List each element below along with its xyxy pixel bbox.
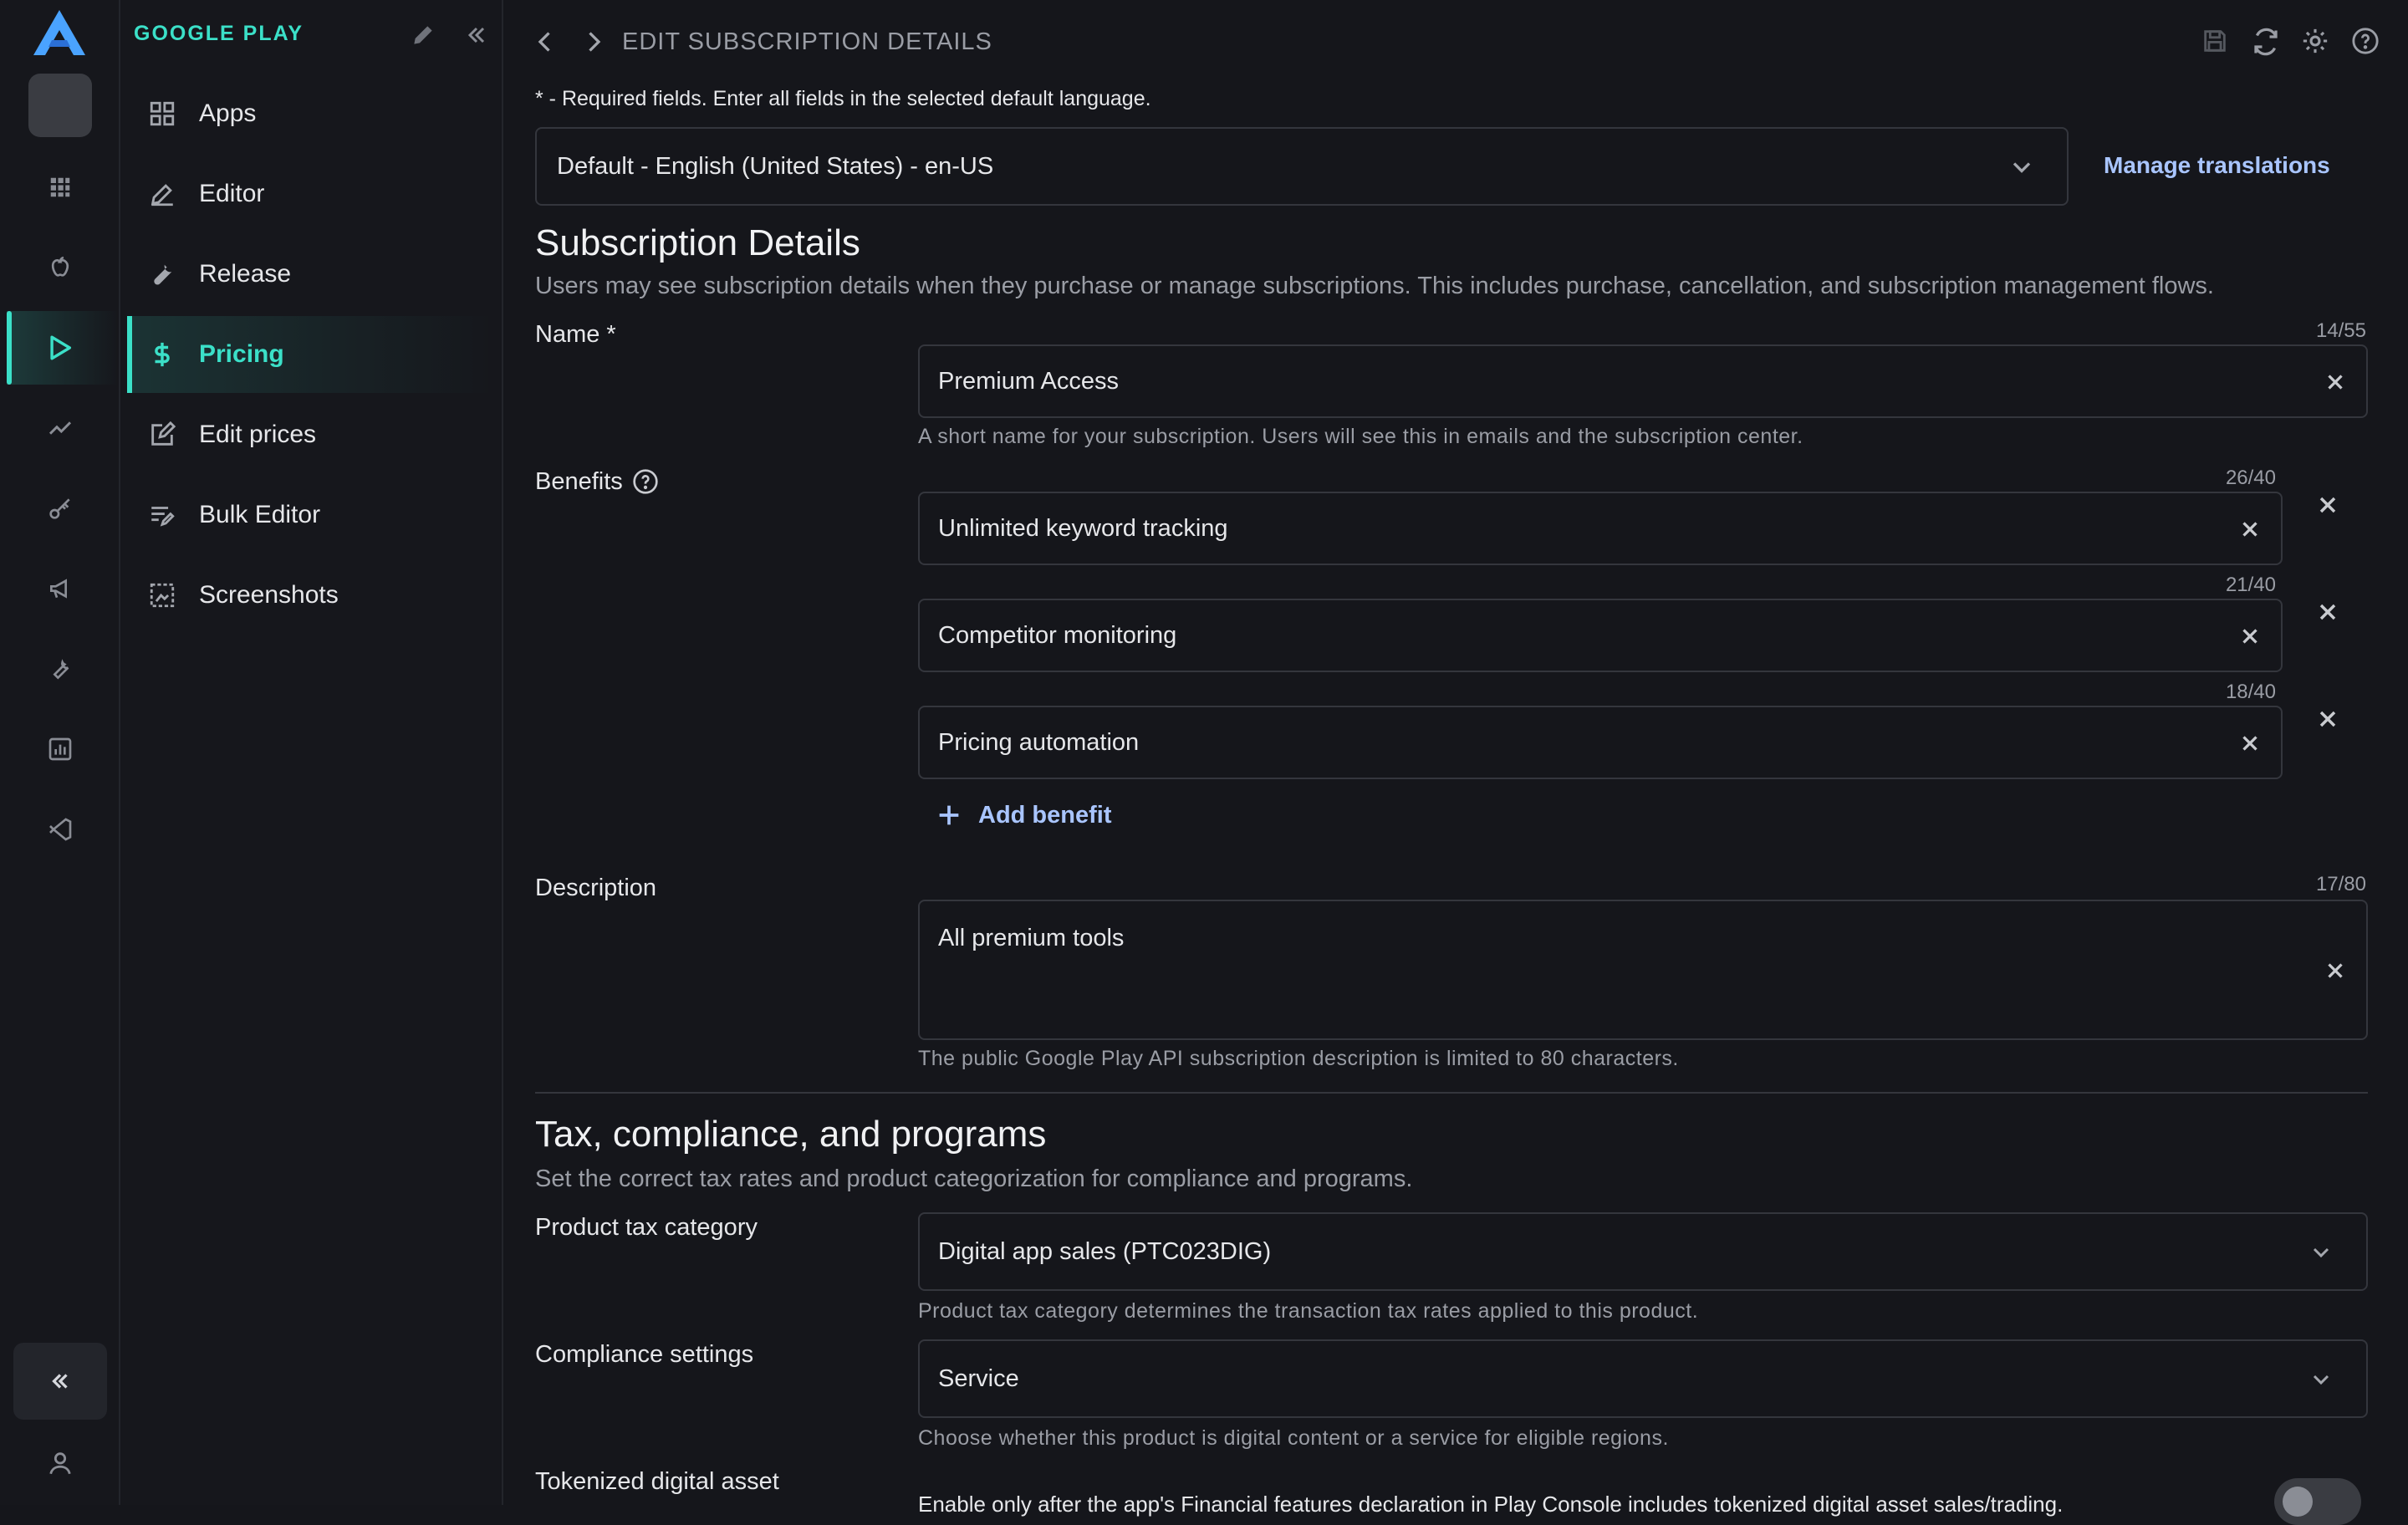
benefit-value: Pricing automation [938, 728, 1140, 756]
apple-icon[interactable] [38, 246, 82, 289]
chevron-down-icon [2308, 1366, 2334, 1393]
sidebar-item-label: Apps [199, 99, 257, 127]
benefits-label: Benefits [535, 468, 623, 495]
apps-grid-icon [145, 97, 179, 130]
clear-icon[interactable] [2323, 370, 2348, 395]
sidebar-item-label: Screenshots [199, 581, 339, 609]
tokenized-asset-help-text: Enable only after the app's Financial features declaration in Play Console includes tokenized digital asset sales/trading. [918, 1492, 2064, 1517]
compliance-value: Service [938, 1364, 1019, 1392]
benefit-input[interactable] [918, 706, 2283, 779]
forward-button[interactable] [579, 27, 612, 60]
name-counter: 14/55 [2315, 319, 2366, 342]
clear-icon[interactable] [2237, 731, 2263, 756]
chevron-down-icon [2308, 1239, 2334, 1266]
grid-icon[interactable] [38, 166, 82, 209]
add-benefit-button[interactable] [935, 801, 1112, 829]
tax-category-select[interactable] [918, 1212, 2368, 1291]
benefit-counter: 18/40 [2225, 681, 2276, 703]
sidebar-item-bulk-editor[interactable] [127, 477, 495, 553]
benefit-input[interactable] [918, 492, 2283, 565]
section-divider [535, 1092, 2368, 1094]
wrench-icon [145, 258, 179, 291]
sidebar-item-label: Pricing [199, 340, 284, 368]
save-icon[interactable] [2201, 27, 2234, 60]
compliance-select[interactable] [918, 1339, 2368, 1418]
help-icon[interactable] [2351, 27, 2385, 60]
sidebar-item-editor[interactable] [127, 156, 495, 232]
subscription-details-subtitle: Users may see subscription details when they purchase or manage subscriptions. This includes purchase, cancellation, and subscription management flows. [535, 273, 2214, 299]
add-benefit-label: Add benefit [978, 801, 1112, 829]
workspace-avatar[interactable] [28, 74, 92, 137]
google-play-icon[interactable] [38, 326, 82, 370]
manage-translations-link[interactable]: Manage translations [2104, 152, 2330, 178]
tax-category-value: Digital app sales (PTC023DIG) [938, 1237, 1272, 1265]
breadcrumb: EDIT SUBSCRIPTION DETAILS [622, 28, 992, 55]
description-help-text: The public Google Play API subscription description is limited to 80 characters. [918, 1047, 1679, 1070]
toggle-knob [2283, 1487, 2313, 1517]
tokenized-asset-label: Tokenized digital asset [535, 1468, 779, 1495]
clear-icon[interactable] [2237, 624, 2263, 649]
tax-section-title: Tax, compliance, and programs [535, 1114, 1047, 1155]
benefit-counter: 26/40 [2225, 467, 2276, 489]
sidebar-item-apps[interactable] [127, 75, 495, 152]
main-content [503, 0, 2408, 1517]
bulk-edit-icon [145, 498, 179, 532]
collapse-rail-button[interactable] [13, 1343, 107, 1420]
trending-icon[interactable] [38, 406, 82, 450]
sidebar-item-edit-prices[interactable] [127, 396, 495, 473]
benefit-value: Unlimited keyword tracking [938, 514, 1228, 542]
sidebar-item-label: Bulk Editor [199, 501, 321, 528]
sync-icon[interactable] [2251, 27, 2284, 60]
name-input[interactable] [918, 344, 2368, 418]
chevron-down-icon [2007, 152, 2037, 182]
description-value: All premium tools [938, 925, 1125, 951]
screenshot-icon [145, 579, 179, 612]
megaphone-icon[interactable] [38, 567, 82, 610]
key-icon[interactable] [38, 487, 82, 530]
sidebar-item-label: Editor [199, 180, 265, 207]
compliance-help-text: Choose whether this product is digital content or a service for eligible regions. [918, 1426, 1669, 1450]
benefit-counter: 21/40 [2225, 574, 2276, 596]
pencil-icon[interactable] [410, 22, 440, 52]
tax-section-subtitle: Set the correct tax rates and product categorization for compliance and programs. [535, 1165, 1413, 1192]
plus-icon [935, 801, 963, 829]
icon-rail [0, 0, 120, 1505]
name-label: Name * [535, 321, 616, 348]
vscode-icon[interactable] [38, 808, 82, 851]
description-counter: 17/80 [2315, 873, 2366, 895]
app-logo-icon[interactable] [32, 8, 87, 57]
bar-chart-icon[interactable] [38, 727, 82, 771]
sidebar-item-pricing[interactable] [127, 316, 495, 393]
name-help-text: A short name for your subscription. Users will see this in emails and the subscription center. [918, 425, 1803, 448]
wrench-icon[interactable] [38, 647, 82, 691]
benefit-value: Competitor monitoring [938, 621, 1177, 649]
edit-square-icon [145, 418, 179, 451]
dollar-icon [145, 338, 179, 371]
compliance-label: Compliance settings [535, 1341, 754, 1368]
name-value: Premium Access [938, 367, 1119, 395]
double-chevron-left-icon[interactable] [463, 22, 493, 52]
chevron-right-icon [579, 27, 609, 57]
clear-icon[interactable] [2323, 958, 2348, 983]
tax-category-label: Product tax category [535, 1214, 758, 1241]
gear-icon[interactable] [2301, 27, 2334, 60]
remove-benefit-icon[interactable] [2314, 599, 2341, 625]
description-label: Description [535, 875, 657, 901]
remove-benefit-icon[interactable] [2314, 706, 2341, 732]
pencil-icon [145, 177, 179, 211]
benefit-input[interactable] [918, 599, 2283, 672]
sidebar-item-label: Release [199, 260, 292, 288]
chevron-left-icon [530, 27, 560, 57]
back-button[interactable] [530, 27, 564, 60]
top-bar [503, 0, 2408, 84]
info-icon[interactable] [632, 468, 659, 495]
required-fields-note: * - Required fields. Enter all fields in the selected default language. [535, 87, 1151, 110]
tokenized-asset-toggle[interactable] [2274, 1478, 2361, 1525]
clear-icon[interactable] [2237, 517, 2263, 542]
tax-category-help-text: Product tax category determines the transaction tax rates applied to this product. [918, 1299, 1699, 1323]
subscription-details-title: Subscription Details [535, 222, 860, 263]
sidebar-item-label: Edit prices [199, 421, 317, 448]
sidebar-item-release[interactable] [127, 236, 495, 313]
sidebar [120, 0, 503, 1505]
default-language-select[interactable] [535, 127, 2069, 206]
sidebar-item-screenshots[interactable] [127, 557, 495, 634]
rail-active-indicator [7, 311, 12, 385]
user-icon[interactable] [38, 1441, 82, 1485]
sidebar-title: GOOGLE PLAY [134, 22, 304, 45]
description-textarea[interactable] [918, 900, 2368, 1040]
default-language-value: Default - English (United States) - en-US [557, 152, 994, 180]
remove-benefit-icon[interactable] [2314, 492, 2341, 518]
double-chevron-left-icon [48, 1369, 73, 1394]
